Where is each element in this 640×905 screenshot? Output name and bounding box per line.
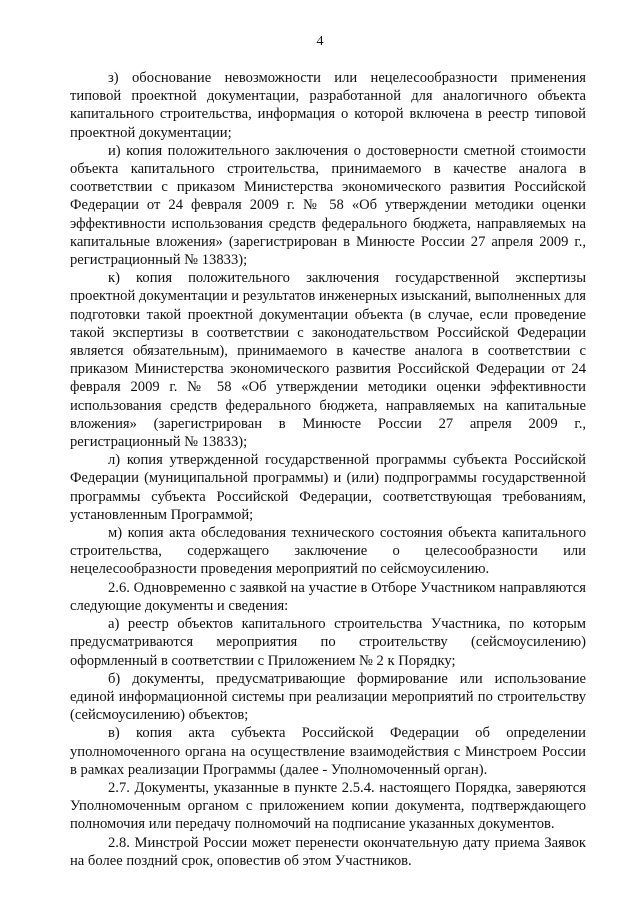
paragraph-2-7-document-certification: 2.7. Документы, указанные в пункте 2.5.4. настоящего Порядка, заверяются Уполномоченным органом с приложением копии документа, подтверждающего полномочия или передачу полномочий на подписание указанных документов. (70, 779, 586, 833)
paragraph-k-state-expertise-conclusion: к) копия положительного заключения государственной экспертизы проектной документации и результатов инженерных изысканий, выполненных для подготовки такой проектной документации объекта (в случае, если проведение такой экспертизы в соответствии с законодательством Российской Федерации является обязательным), принимаемого в качестве аналога в соответствии с приказом Министерства экономического развития Российской Федерации от 24 февраля 2009 г. № 58 «Об утверждении методики оценки эффективности использования средств федерального бюджета, направляемых на капитальные вложения» (зарегистрирован в Минюсте России 27 апреля 2009 г., регистрационный № 13833); (70, 270, 586, 451)
paragraph-b-information-system-documents: б) документы, предусматривающие формирование или использование единой информационной системы при реализации мероприятий по строительству (сейсмоусилению) объектов; (70, 670, 586, 724)
paragraph-m-technical-inspection-act: м) копия акта обследования технического состояния объекта капитального строительства, содержащего заключение о целесообразности или нецелесообразности проведения мероприятий по сейсмоусилению. (70, 525, 586, 578)
document-body (70, 69, 586, 870)
paragraph-i-estimate-conclusion: и) копия положительного заключения о достоверности сметной стоимости объекта капитального строительства, принимаемого в качестве аналога в соответствии с приказом Министерства экономического развития Российской Федерации от 24 февраля 2009 г. № 58 «Об утверждении методики оценки эффективности использования средств федерального бюджета, направляемых на капитальные вложения» (зарегистрирован в Минюсте России 27 апреля 2009 г., регистрационный № 13833); (70, 142, 586, 269)
paragraph-a-objects-registry: а) реестр объектов капитального строительства Участника, по которым предусматриваются мероприятия по строительству (сейсмоусилению) оформленный в соответствии с Приложением № 2 к Порядку; (70, 616, 586, 669)
page-number: 4 (316, 34, 324, 49)
paragraph-v-authorized-body-act: в) копия акта субъекта Российской Федерации об определении уполномоченного органа на осуществление взаимодействия с Минстроем России в рамках реализации Программы (далее - Уполномоченный орган). (70, 725, 586, 778)
paragraph-l-regional-program-copy: л) копия утвержденной государственной программы субъекта Российской Федерации (муниципальной программы) и (или) подпрограммы государственной программы субъекта Российской Федерации, соответствующая требованиям, установленным Программой; (70, 452, 586, 523)
paragraph-2-6-additional-documents: 2.6. Одновременно с заявкой на участие в Отборе Участником направляются следующие документы и сведения: (70, 579, 586, 614)
paragraph-2-8-deadline-extension: 2.8. Минстрой России может перенести окончательную дату приема Заявок на более поздний срок, оповестив об этом Участников. (70, 834, 586, 869)
paragraph-z-standard-design-justification: з) обоснование невозможности или нецелесообразности применения типовой проектной документации, разработанной для аналогичного объекта капитального строительства, информация о которой включена в реестр типовой проектной документации; (70, 70, 586, 141)
